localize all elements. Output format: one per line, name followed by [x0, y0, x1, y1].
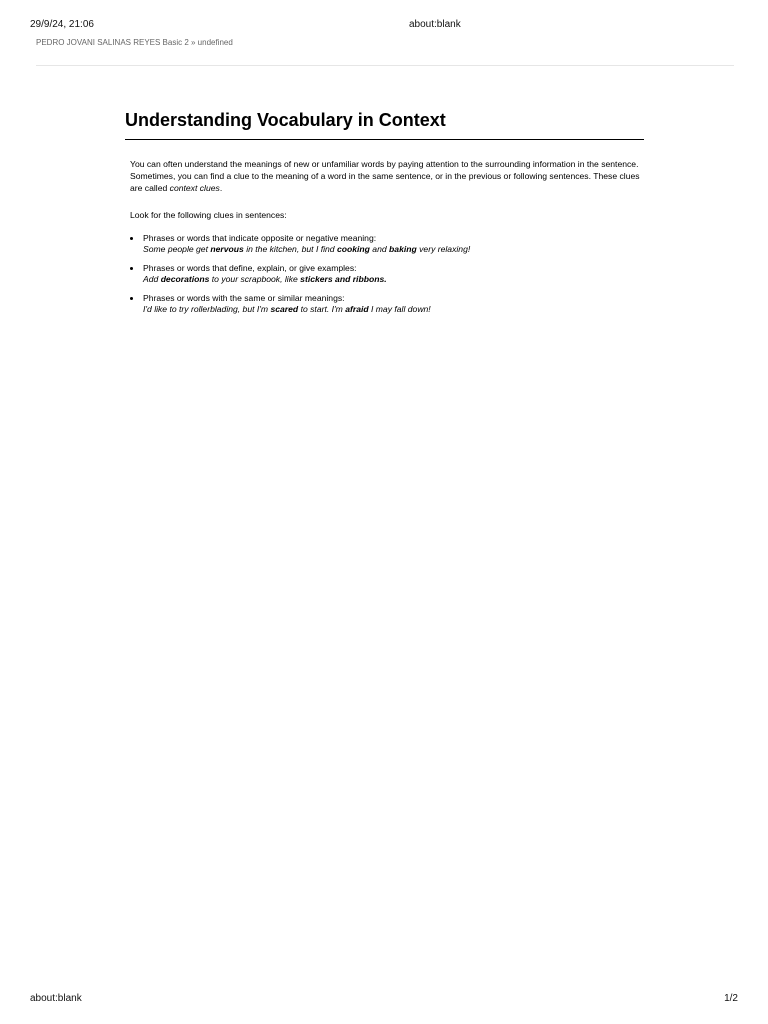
- clue-label: Phrases or words that define, explain, or give examples:: [143, 263, 357, 273]
- page-title: Understanding Vocabulary in Context: [125, 108, 644, 140]
- print-footer-url: about:blank: [30, 993, 82, 1004]
- example-text: to start. I'm: [298, 304, 346, 314]
- clue-label: Phrases or words that indicate opposite or negative meaning:: [143, 233, 377, 243]
- example-text: in the kitchen, but I find: [243, 244, 337, 254]
- highlighted-word: afraid: [345, 304, 369, 314]
- clue-example: [143, 244, 644, 255]
- clue-item: [130, 293, 644, 315]
- example-text: to your scrapbook, like: [209, 274, 301, 284]
- context-clues-term: context clues: [169, 183, 220, 193]
- page-number: 1/2: [724, 993, 738, 1004]
- lesson-content: [125, 108, 644, 323]
- example-text: I'd like to try rollerblading, but I'm: [143, 304, 271, 314]
- clue-label: Phrases or words with the same or similar meanings:: [143, 293, 345, 303]
- clue-example: [143, 274, 644, 285]
- breadcrumb: PEDRO JOVANI SALINAS REYES Basic 2 » undefined: [36, 38, 233, 47]
- highlighted-word: stickers and ribbons.: [300, 274, 387, 284]
- bullet-icon: [130, 297, 133, 300]
- example-text: I may fall down!: [368, 304, 431, 314]
- clue-list: [125, 233, 644, 315]
- clue-item: [130, 233, 644, 255]
- highlighted-word: nervous: [210, 244, 244, 254]
- header-divider: [36, 65, 734, 66]
- example-text: Some people get: [143, 244, 211, 254]
- example-text: and: [369, 244, 390, 254]
- clue-item: [130, 263, 644, 285]
- highlighted-word: decorations: [160, 274, 210, 284]
- bullet-icon: [130, 237, 133, 240]
- bullet-icon: [130, 267, 133, 270]
- highlighted-word: scared: [270, 304, 299, 314]
- example-text: Add: [143, 274, 161, 284]
- print-header-url: about:blank: [409, 19, 461, 30]
- highlighted-word: baking: [389, 244, 417, 254]
- intro-paragraph: [125, 158, 644, 194]
- highlighted-word: cooking: [336, 244, 370, 254]
- intro-end: .: [219, 183, 223, 193]
- clue-example: [143, 304, 644, 315]
- example-text: very relaxing!: [416, 244, 471, 254]
- print-date-time: 29/9/24, 21:06: [30, 19, 94, 30]
- lead-paragraph: Look for the following clues in sentences:: [130, 210, 287, 220]
- intro-text: You can often understand the meanings of new or unfamiliar words by paying attention to the surrounding information in the sentence. Sometimes, you can find a clue to the meaning of a word in the same sentence, or in the previous or following sentences. These clues are called: [130, 159, 640, 193]
